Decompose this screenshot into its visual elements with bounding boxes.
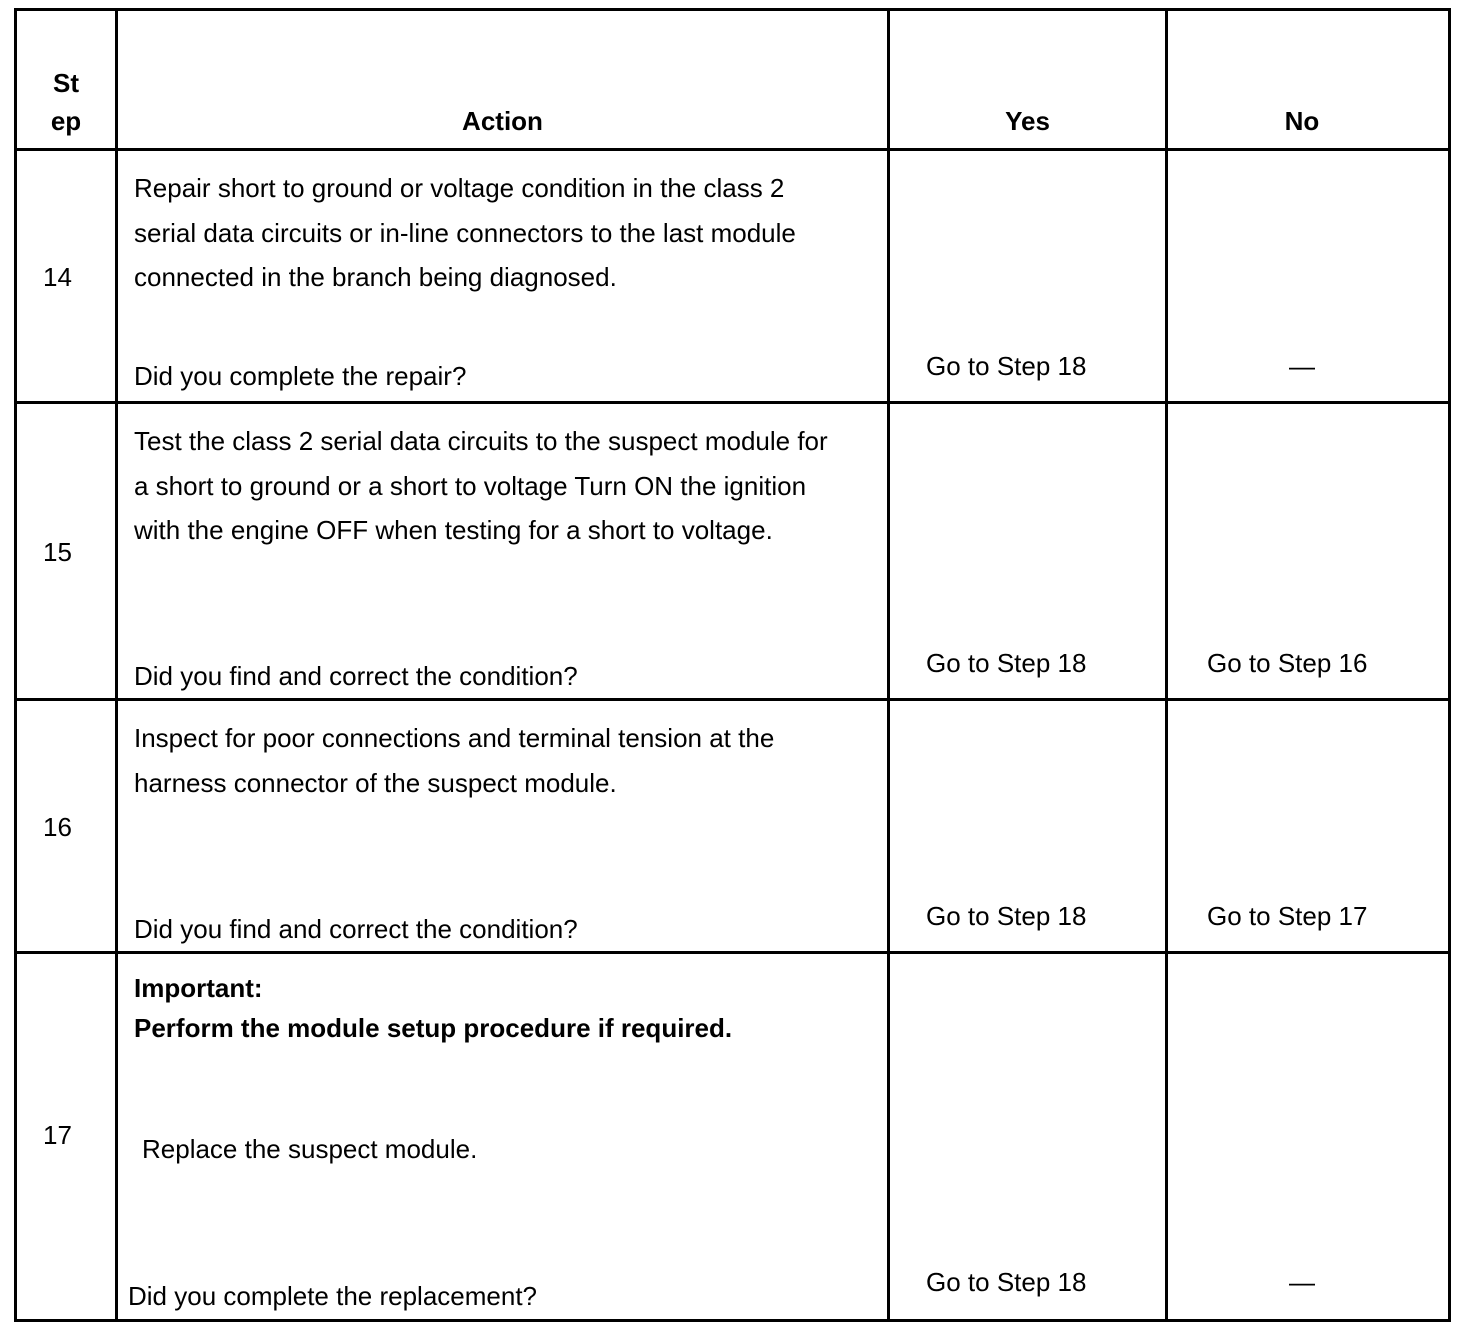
row-divider	[14, 401, 1451, 404]
header-step-line1: St	[53, 68, 79, 98]
step-number: 15	[43, 537, 72, 567]
header-step-line2: ep	[50, 106, 82, 136]
column-divider	[115, 8, 118, 1322]
action-question: Did you complete the repair?	[134, 361, 467, 391]
no-cell: —	[1289, 1267, 1315, 1297]
step-number: 14	[43, 262, 72, 292]
header-no: No	[1284, 106, 1320, 136]
header-step	[17, 64, 115, 140]
yes-cell: Go to Step 18	[926, 351, 1087, 381]
step-number: 17	[43, 1120, 72, 1150]
action-text: Test the class 2 serial data circuits to the suspect module for a short to ground or a short to voltage Turn ON the ignition with the engine OFF when testing for a short to voltage.	[134, 426, 828, 545]
column-divider	[1165, 8, 1168, 1322]
header-divider	[14, 148, 1451, 151]
action-question: Did you find and correct the condition?	[134, 914, 578, 944]
yes-cell: Go to Step 18	[926, 648, 1087, 678]
yes-cell: Go to Step 18	[926, 901, 1087, 931]
important-label: Important:	[134, 973, 263, 1003]
yes-cell: Go to Step 18	[926, 1267, 1087, 1297]
action-question: Did you complete the replacement?	[128, 1281, 538, 1311]
action-question: Did you find and correct the condition?	[134, 661, 578, 691]
action-text: Repair short to ground or voltage condition in the class 2 serial data circuits or in-line connectors to the last module connected in the branch being diagnosed.	[134, 173, 796, 292]
action-text: Replace the suspect module.	[142, 1134, 478, 1164]
header-yes: Yes	[1005, 106, 1050, 136]
action-text: Inspect for poor connections and terminal tension at the harness connector of the suspect module.	[134, 723, 775, 798]
no-cell: Go to Step 17	[1207, 901, 1368, 931]
step-number: 16	[43, 812, 72, 842]
column-divider	[887, 8, 890, 1322]
no-cell: Go to Step 16	[1207, 648, 1368, 678]
row-divider	[14, 951, 1451, 954]
row-divider	[14, 698, 1451, 701]
important-text: Perform the module setup procedure if required.	[134, 1013, 733, 1043]
header-action: Action	[462, 106, 543, 136]
no-cell: —	[1289, 351, 1315, 381]
